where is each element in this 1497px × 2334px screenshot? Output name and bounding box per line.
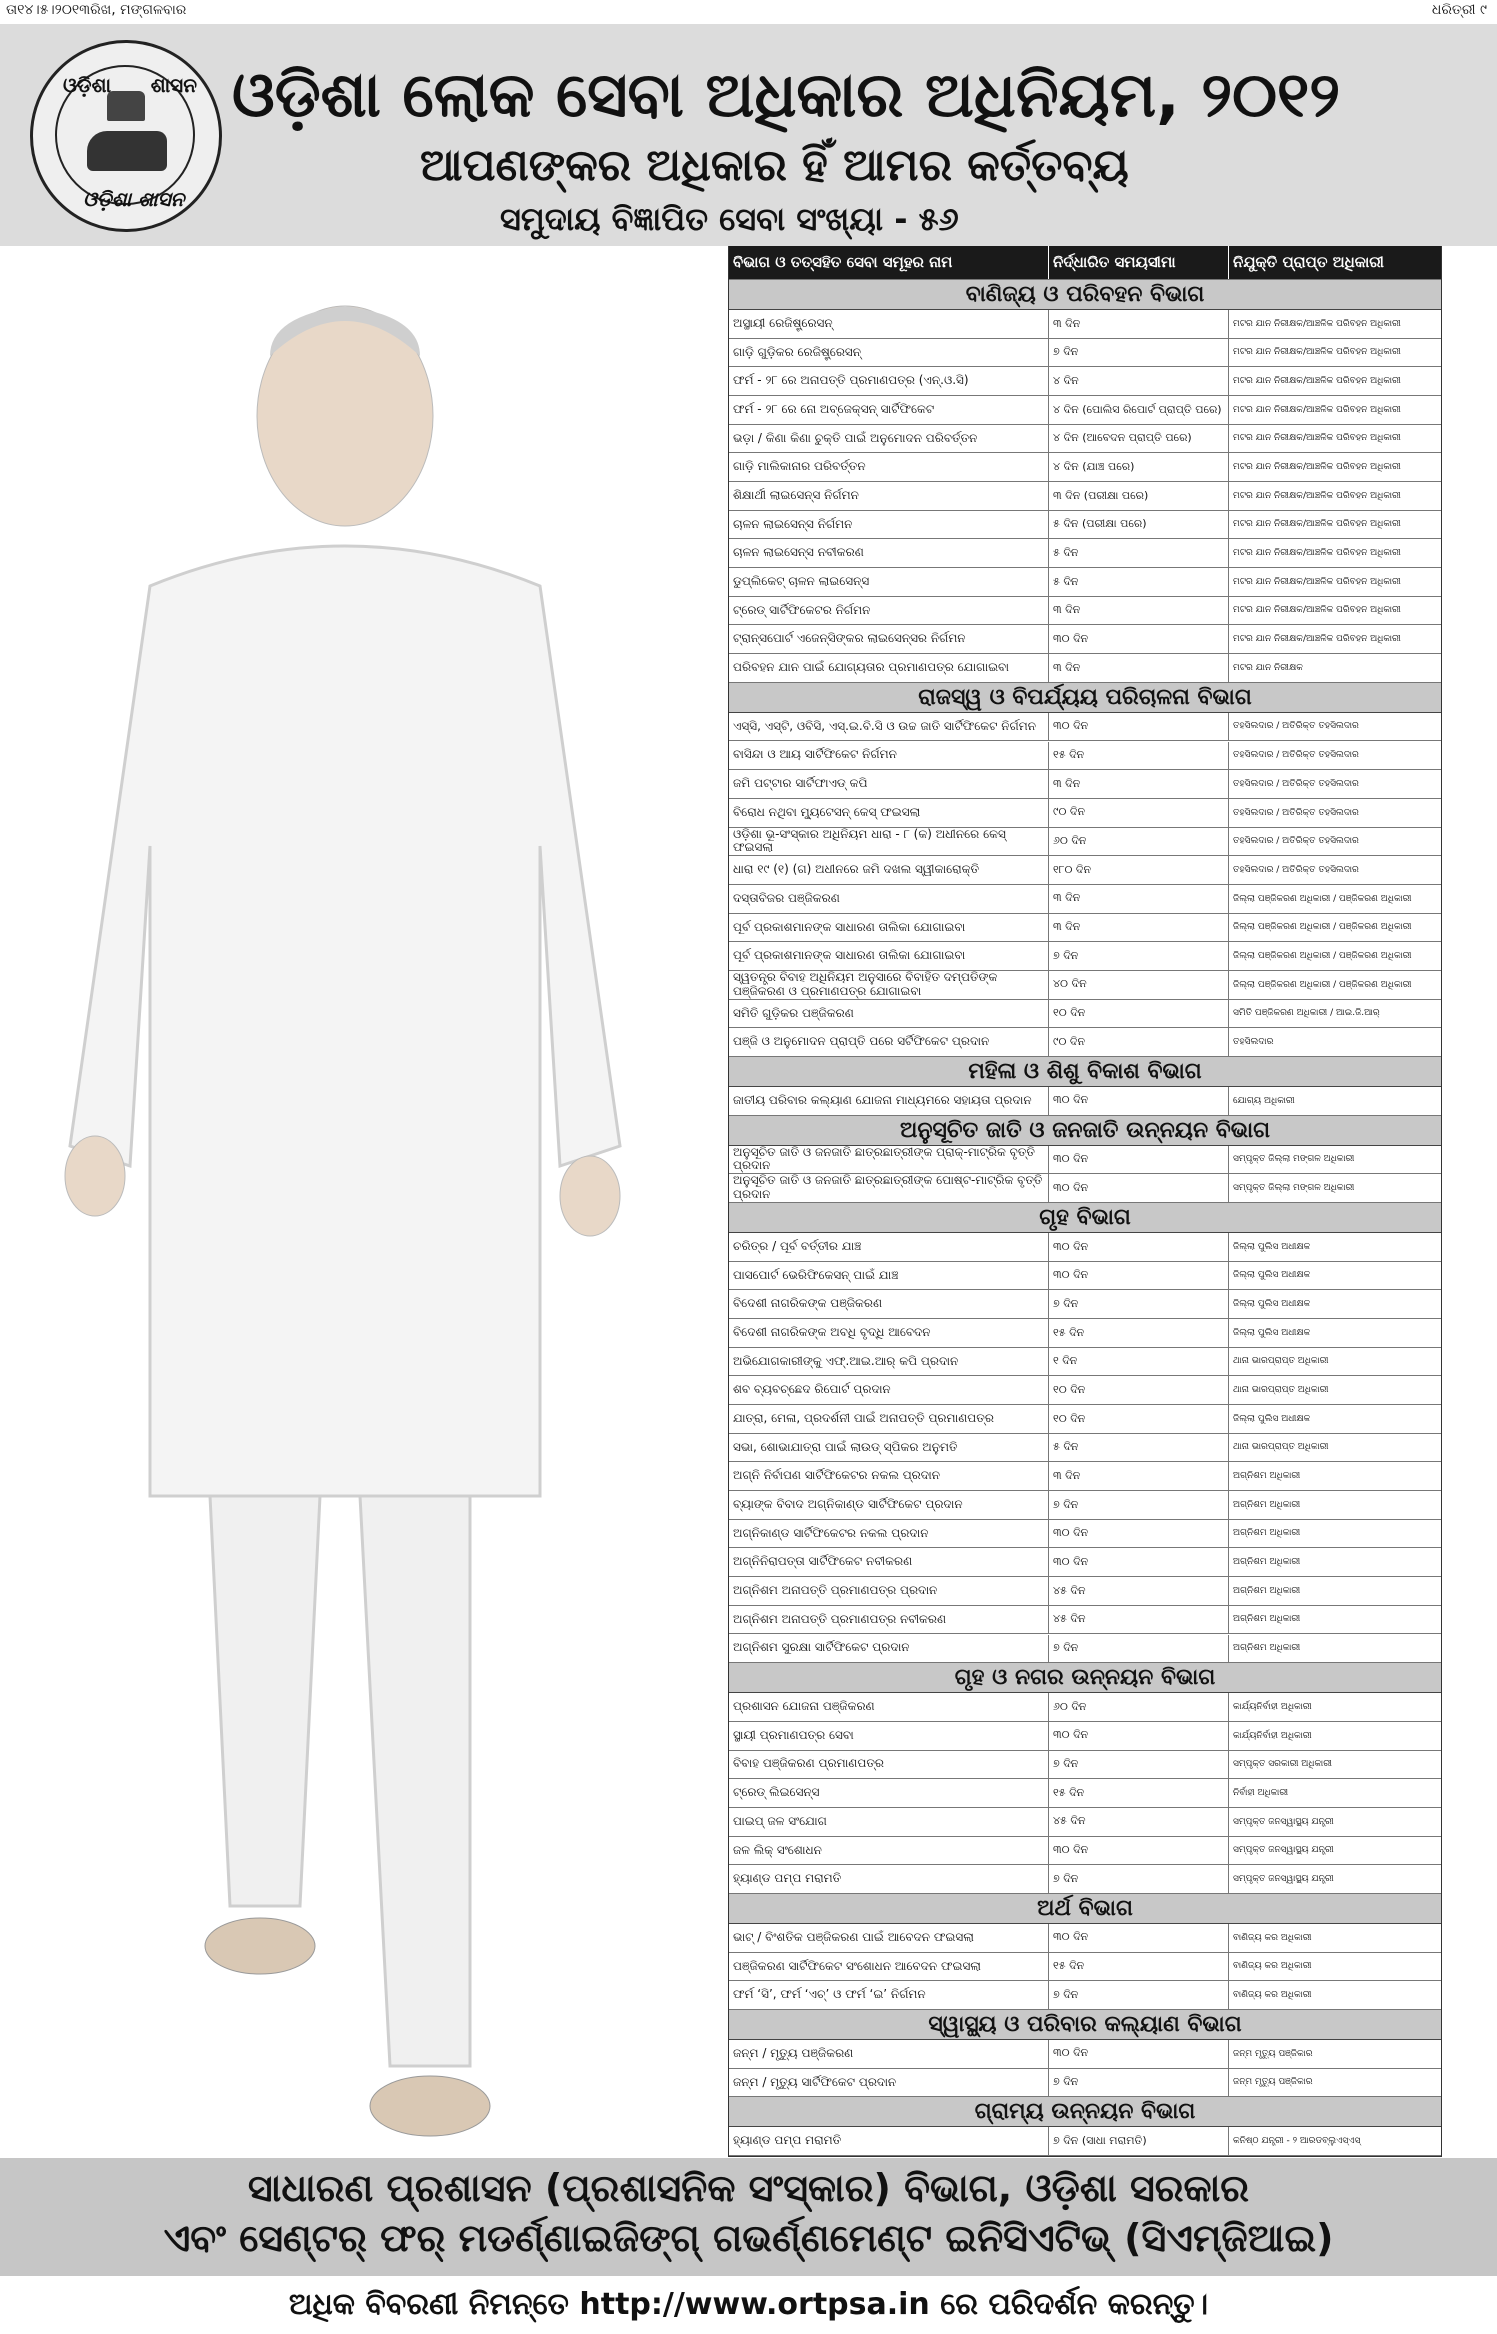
service-name: ବାସିନ୍ଦା ଓ ଆୟ ସାର୍ଟିଫିକେଟ ନିର୍ଗମନ (729, 742, 1049, 770)
service-name: ଟ୍ରାନ୍ସପୋର୍ଟ ଏଜେନ୍ସିଙ୍କର ଲାଇସେନ୍ସର ନିର୍ଗମନ (729, 625, 1049, 653)
designated-officer: ତହସିଲଦାର / ଅତିରିକ୍ତ ତହସିଲଦାର (1233, 721, 1359, 732)
table-row (729, 1837, 1441, 1866)
designated-officer: ଜିଲ୍ଲା ପଞ୍ଜିକରଣ ଅଧିକାରୀ / ପଞ୍ଜିକରଣ ଅଧିକାରୀ (1233, 979, 1412, 990)
designated-officer: ଅଗ୍ନିଶମ ଅଧିକାରୀ (1233, 1585, 1301, 1596)
department-heading: ସ୍ୱାସ୍ଥ୍ୟ ଓ ପରିବାର କଲ୍ୟାଣ ବିଭାଗ (729, 2010, 1441, 2040)
service-name: ଫର୍ମ - ୨୮ ରେ ନୋ ଅବ୍ଜେକ୍ସନ୍ ସାର୍ଟିଫିକେଟ (729, 396, 1049, 424)
table-row (729, 1751, 1441, 1780)
service-name: ଗାଡ଼ି ଗୁଡ଼ିକର ରେଜିଷ୍ଟ୍ରେସନ୍ (729, 339, 1049, 367)
time-limit: ୩ ଦିନ (1049, 770, 1229, 798)
time-limit: ୩ ଦିନ (1049, 914, 1229, 942)
time-limit: ୭ ଦିନ (ସାଧା ମରାମତି) (1049, 2127, 1229, 2155)
time-limit: ୩ ଦିନ (1049, 1462, 1229, 1490)
department-heading: ମହିଳା ଓ ଶିଶୁ ବିକାଶ ବିଭାଗ (729, 1057, 1441, 1087)
table-row (729, 1376, 1441, 1405)
time-limit: ୩ ଦିନ (1049, 885, 1229, 913)
page-title: ଓଡ଼ିଶା ଲୋକ ସେବା ଅଧିକାର ଅଧିନିୟମ, ୨୦୧୨ (232, 58, 1341, 131)
time-limit: ୩୦ ଦିନ (1049, 625, 1229, 653)
table-row (729, 568, 1441, 597)
designated-officer: କନିଷ୍ଠ ଯନ୍ତ୍ରୀ - ୨ ଆରଡବ୍ଲୁଏସ୍ଏସ୍ (1233, 2135, 1361, 2146)
time-limit: ୩୦ ଦିନ (1049, 1548, 1229, 1576)
footer-website-link[interactable]: ଅଧିକ ବିବରଣୀ ନିମନ୍ତେ http://www.ortpsa.in ରେ ପରିଦର୍ଶନ କରନ୍ତୁ। (0, 2276, 1497, 2334)
designated-officer: ଅଗ୍ନିଶମ ଅଧିକାରୀ (1233, 1528, 1301, 1539)
designated-officer: ଜନ୍ମ ମୃତ୍ୟୁ ପଞ୍ଜିକାର (1233, 2048, 1313, 2059)
table-row (729, 1693, 1441, 1722)
table-row (729, 425, 1441, 454)
newspaper-topline (0, 0, 1497, 22)
time-limit: ୧୫ ଦିନ (1049, 1953, 1229, 1981)
time-limit: ୭ ଦିନ (1049, 1635, 1229, 1663)
time-limit: ୫ ଦିନ (1049, 568, 1229, 596)
service-name: ସ୍ଥାୟୀ ପ୍ରମାଣପତ୍ର ସେବା (729, 1722, 1049, 1750)
department-heading: ଗୃହ ବିଭାଗ (729, 1203, 1441, 1233)
designated-officer: ତହସିଲଦାର / ଅତିରିକ୍ତ ତହସିଲଦାର (1233, 836, 1359, 847)
service-name: ଓଡ଼ିଶା ଭୂ-ସଂସ୍କାର ଅଧିନିୟମ ଧାରା - ୮ (କ) ଅଧୀନରେ କେସ୍ ଫଇସଲା (729, 828, 1049, 856)
designated-officer: ଯୋଗ୍ୟ ଅଧିକାରୀ (1233, 1095, 1295, 1106)
table-row (729, 1319, 1441, 1348)
service-name: ଅସ୍ଥାୟୀ ରେଜିଷ୍ଟ୍ରେସନ୍ (729, 310, 1049, 338)
service-name: ଜନ୍ମ / ମୃତ୍ୟୁ ପଞ୍ଜିକରଣ (729, 2040, 1049, 2068)
time-limit: ୭ ଦିନ (1049, 1751, 1229, 1779)
time-limit: ୩୦ ଦିନ (1049, 1087, 1229, 1115)
time-limit: ୩୦ ଦିନ (1049, 1233, 1229, 1261)
service-name: ଫର୍ମ ‘ସି’, ଫର୍ମ ‘ଏଚ୍’ ଓ ଫର୍ମ ‘ଇ’ ନିର୍ଗମନ (729, 1981, 1049, 2009)
department-heading: ଗ୍ରାମ୍ୟ ଉନ୍ନୟନ ବିଭାଗ (729, 2097, 1441, 2127)
table-row (729, 1808, 1441, 1837)
time-limit: ୪ ଦିନ (1049, 367, 1229, 395)
service-name: ଅଗ୍ନିନିରାପତ୍ତା ସାର୍ଟିଫିକେଟ ନବୀକରଣ (729, 1548, 1049, 1576)
service-name: ପଞ୍ଜିକରଣ ସାର୍ଟିଫିକେଟ ସଂଶୋଧନ ଆବେଦନ ଫଇସଲା (729, 1953, 1049, 1981)
service-name: ଜଳ ଲିକ୍ ସଂଶୋଧନ (729, 1837, 1049, 1865)
designated-officer: ଥାନା ଭାରପ୍ରାପ୍ତ ଅଧିକାରୀ (1233, 1385, 1329, 1396)
time-limit: ୩ ଦିନ (1049, 310, 1229, 338)
service-name: ଶବ ବ୍ୟବଚ୍ଛେଦ ରିପୋର୍ଟ ପ୍ରଦାନ (729, 1376, 1049, 1404)
designated-officer: ଜିଲ୍ଲା ପୁଲିସ ଅଧୀକ୍ଷକ (1233, 1241, 1311, 1252)
page-number: ଧରିତ୍ରୀ ୯ (1431, 2, 1487, 18)
service-name: ଜମି ପଟ୍ଟାର ସାର୍ଟିଫାଏଡ୍ କପି (729, 770, 1049, 798)
service-name: ଅଭିଯୋଗକାରୀଙ୍କୁ ଏଫ୍.ଆଇ.ଆର୍ କପି ପ୍ରଦାନ (729, 1348, 1049, 1376)
time-limit: ୭ ଦିନ (1049, 1981, 1229, 2009)
designated-officer: ମଟର ଯାନ ନିରୀକ୍ଷକ/ଆଞ୍ଚଳିକ ପରିବହନ ଅଧିକାରୀ (1233, 433, 1401, 444)
table-row (729, 1981, 1441, 2010)
chief-minister-photo (0, 246, 730, 2158)
service-name: ବିଦେଶୀ ନାଗରିକଙ୍କ ପଞ୍ଜିକରଣ (729, 1290, 1049, 1318)
department-heading: ବାଣିଜ୍ୟ ଓ ପରିବହନ ବିଭାଗ (729, 280, 1441, 310)
service-name: ଚରିତ୍ର / ପୂର୍ବ ବର୍ତ୍ତୀର ଯାଞ୍ଚ (729, 1233, 1049, 1261)
designated-officer: ଜିଲ୍ଲା ପଞ୍ଜିକରଣ ଅଧିକାରୀ / ପଞ୍ଜିକରଣ ଅଧିକାରୀ (1233, 950, 1412, 961)
time-limit: ୭ ଦିନ (1049, 942, 1229, 970)
time-limit: ୬୦ ଦିନ (1049, 828, 1229, 856)
designated-officer: ଜିଲ୍ଲା ପଞ୍ଜିକରଣ ଅଧିକାରୀ / ପଞ୍ଜିକରଣ ଅଧିକାରୀ (1233, 922, 1412, 933)
services-table (728, 246, 1442, 2157)
designated-officer: ଅଗ୍ନିଶମ ଅଧିକାରୀ (1233, 1499, 1301, 1510)
time-limit: ୪୫ ଦିନ (1049, 1577, 1229, 1605)
designated-officer: ତହସିଲଦାର / ଅତିରିକ୍ତ ତହସିଲଦାର (1233, 864, 1359, 875)
time-limit: ୭ ଦିନ (1049, 2069, 1229, 2097)
time-limit: ୯୦ ଦିନ (1049, 1028, 1229, 1056)
column-header: ବିଭାଗ ଓ ତତ୍ସହିତ ସେବା ସମୂହର ନାମ (729, 246, 1049, 279)
time-limit: ୩୦ ଦିନ (1049, 713, 1229, 741)
designated-officer: ବାଣିଜ୍ୟ କର ଅଧିକାରୀ (1233, 1989, 1312, 2000)
time-limit: ୩୦ ଦିନ (1049, 1146, 1229, 1174)
table-row (729, 828, 1441, 857)
time-limit: ୭ ଦିନ (1049, 339, 1229, 367)
time-limit: ୩୦ ଦିନ (1049, 1262, 1229, 1290)
department-heading: ଅନୁସୂଚିତ ଜାତି ଓ ଜନଜାତି ଉନ୍ନୟନ ବିଭାଗ (729, 1116, 1441, 1146)
service-name: ଭାଟ୍ / ବିଂଶତିକ ପଞ୍ଜିକରଣ ପାଇଁ ଆବେଦନ ଫଇସଲା (729, 1924, 1049, 1952)
table-row (729, 1290, 1441, 1319)
table-row (729, 1028, 1441, 1057)
time-limit: ୪ ଦିନ (ପୋଲିସ ରିପୋର୍ଟ ପ୍ରାପ୍ତି ପରେ) (1049, 396, 1229, 424)
service-name: ଶିକ୍ଷାର୍ଥୀ ଲାଇସେନ୍ସ ନିର୍ଗମନ (729, 482, 1049, 510)
time-limit: ୪୫ ଦିନ (1049, 1808, 1229, 1836)
header-banner (0, 24, 1497, 246)
designated-officer: ସମିତି ପଞ୍ଜିକରଣ ଅଧିକାରୀ / ଆଇ.ଜି.ଆର୍ (1233, 1008, 1380, 1019)
column-header: ନିଯୁକ୍ତି ପ୍ରାପ୍ତ ଅଧିକାରୀ (1233, 252, 1384, 271)
table-row (729, 1087, 1441, 1116)
time-limit: ୭ ଦିନ (1049, 1865, 1229, 1893)
service-name: ଚାଳନ ଲାଇସେନ୍ସ ନବୀକରଣ (729, 539, 1049, 567)
designated-officer: ବାଣିଜ୍ୟ କର ଅଧିକାରୀ (1233, 1932, 1312, 1943)
time-limit: ୩୦ ଦିନ (1049, 1174, 1229, 1202)
service-name: ସମିତି ଗୁଡ଼ିକର ପଞ୍ଜିକରଣ (729, 1000, 1049, 1028)
service-name: ବ୍ୟାଙ୍କ ବିବାଦ ଅଗ୍ନିକାଣ୍ଡ ସାର୍ଟିଫିକେଟ ପ୍ରଦାନ (729, 1491, 1049, 1519)
service-name: ଏସ୍ସି, ଏସ୍ଟି, ଓବିସି, ଏସ୍.ଇ.ବି.ସି ଓ ଉଚ୍ଚ ଜାତି ସାର୍ଟିଫିକେଟ ନିର୍ଗମନ (729, 713, 1049, 741)
table-row (729, 914, 1441, 943)
time-limit: ୫ ଦିନ (ପରୀକ୍ଷା ପରେ) (1049, 511, 1229, 539)
table-row (729, 742, 1441, 771)
service-name: ଡୁପ୍ଲିକେଟ୍ ଚାଳନ ଲାଇସେନ୍ସ (729, 568, 1049, 596)
page-subtitle: ଆପଣଙ୍କର ଅଧିକାର ହିଁ ଆମର କର୍ତ୍ତବ୍ୟ (420, 140, 1129, 191)
table-header (729, 246, 1441, 280)
designated-officer: ଜିଲ୍ଲା ପୁଲିସ ଅଧୀକ୍ଷକ (1233, 1327, 1311, 1338)
time-limit: ୩ ଦିନ (1049, 597, 1229, 625)
time-limit: ୭ ଦିନ (1049, 1491, 1229, 1519)
service-name: ଜନ୍ମ / ମୃତ୍ୟୁ ସାର୍ଟିଫିକେଟ ପ୍ରଦାନ (729, 2069, 1049, 2097)
table-row (729, 1405, 1441, 1434)
designated-officer: ସମ୍ପୃକ୍ତ ସରକାରୀ ଅଧିକାରୀ (1233, 1759, 1332, 1770)
designated-officer: ଜିଲ୍ଲା ପୁଲିସ ଅଧୀକ୍ଷକ (1233, 1413, 1311, 1424)
department-heading: ଗୃହ ଓ ନଗର ଉନ୍ନୟନ ବିଭାଗ (729, 1663, 1441, 1693)
service-name: ଜାତୀୟ ପରିବାର କଲ୍ୟାଣ ଯୋଜନା ମାଧ୍ୟମରେ ସହାୟତା ପ୍ରଦାନ (729, 1087, 1049, 1115)
service-name: ହ୍ୟାଣ୍ଡ ପମ୍ପ ମରାମତି (729, 1865, 1049, 1893)
time-limit: ୩୦ ଦିନ (1049, 2040, 1229, 2068)
designated-officer: ଅଗ୍ନିଶମ ଅଧିକାରୀ (1233, 1643, 1301, 1654)
service-name: ପୂର୍ବ ପ୍ରକାଶମାନଙ୍କ ସାଧାରଣ ତାଲିକା ଯୋଗାଇବା (729, 914, 1049, 942)
table-row (729, 1000, 1441, 1029)
service-name: ପଞ୍ଜି ଓ ଅନୁମୋଦନ ପ୍ରାପ୍ତି ପରେ ସର୍ଟିଫିକେଟ ପ୍ରଦାନ (729, 1028, 1049, 1056)
time-limit: ୧୫ ଦିନ (1049, 1779, 1229, 1807)
odisha-seal-icon: ଓଡ଼ିଶା ଶାସନ ଓଡ଼ିଶା ଶାସନ (30, 40, 222, 232)
designated-officer: ମଟର ଯାନ ନିରୀକ୍ଷକ/ଆଞ୍ଚଳିକ ପରିବହନ ଅଧିକାରୀ (1233, 462, 1401, 473)
table-row (729, 1577, 1441, 1606)
service-name: ଟ୍ରେଡ୍ ଲିଇସେନ୍ସ (729, 1779, 1049, 1807)
service-name: ବିଦେଶୀ ନାଗରିକଙ୍କ ଅବଧି ବୃଦ୍ଧି ଆବେଦନ (729, 1319, 1049, 1347)
table-row (729, 942, 1441, 971)
designated-officer: ମଟର ଯାନ ନିରୀକ୍ଷକ/ଆଞ୍ଚଳିକ ପରିବହନ ଅଧିକାରୀ (1233, 347, 1401, 358)
table-row (729, 482, 1441, 511)
service-name: ଅଗ୍ନି ନିର୍ବାପଣ ସାର୍ଟିଫିକେଟର ନକଲ ପ୍ରଦାନ (729, 1462, 1049, 1490)
table-row (729, 310, 1441, 339)
designated-officer: କାର୍ଯ୍ୟନିର୍ବାହୀ ଅଧିକାରୀ (1233, 1730, 1312, 1741)
table-row (729, 339, 1441, 368)
table-row (729, 396, 1441, 425)
service-name: ଯାତ୍ରା, ମେଳା, ପ୍ରଦର୍ଶନୀ ପାଇଁ ଅନାପତ୍ତି ପ୍ରମାଣପତ୍ର (729, 1405, 1049, 1433)
service-name: ଅଗ୍ନିଶମ ଅନାପତ୍ତି ପ୍ରମାଣପତ୍ର ନବୀକରଣ (729, 1606, 1049, 1634)
table-row (729, 1635, 1441, 1664)
service-name: ପୂର୍ବ ପ୍ରକାଶମାନଙ୍କ ସାଧାରଣ ତାଲିକା ଯୋଗାଇବା (729, 942, 1049, 970)
designated-officer: ତହସିଲଦାର / ଅତିରିକ୍ତ ତହସିଲଦାର (1233, 778, 1359, 789)
service-name: ଗାଡ଼ି ମାଲିକାନାର ପରିବର୍ତ୍ତନ (729, 453, 1049, 481)
designated-officer: ସମ୍ପୃକ୍ତ ଜିଲ୍ଲା ମଙ୍ଗଳ ଅଧିକାରୀ (1233, 1182, 1355, 1193)
table-row (729, 654, 1441, 683)
service-name: ପରିବହନ ଯାନ ପାଇଁ ଯୋଗ୍ୟତାର ପ୍ରମାଣପତ୍ର ଯୋଗାଇବା (729, 654, 1049, 682)
designated-officer: ଥାନା ଭାରପ୍ରାପ୍ତ ଅଧିକାରୀ (1233, 1442, 1329, 1453)
service-name: ଅନୁସୂଚିତ ଜାତି ଓ ଜନଜାତି ଛାତ୍ରଛାତ୍ରୀଙ୍କ ପ୍ରାକ୍-ମାଟ୍ରିକ ବୃତ୍ତି ପ୍ରଦାନ (729, 1146, 1049, 1174)
table-row (729, 1865, 1441, 1894)
table-row (729, 1520, 1441, 1549)
table-row (729, 453, 1441, 482)
table-row (729, 856, 1441, 885)
service-name: ଅଗ୍ନିଶମ ସୁରକ୍ଷା ସାର୍ଟିଫିକେଟ ପ୍ରଦାନ (729, 1635, 1049, 1663)
table-row (729, 2040, 1441, 2069)
time-limit: ୩୦ ଦିନ (1049, 1837, 1229, 1865)
time-limit: ୪୦ ଦିନ (1049, 971, 1229, 999)
table-row (729, 2069, 1441, 2098)
time-limit: ୩୦ ଦିନ (1049, 1722, 1229, 1750)
table-row (729, 885, 1441, 914)
time-limit: ୧୮୦ ଦିନ (1049, 856, 1229, 884)
table-row (729, 1146, 1441, 1175)
table-row (729, 367, 1441, 396)
service-name: ଅନୁସୂଚିତ ଜାତି ଓ ଜନଜାତି ଛାତ୍ରଛାତ୍ରୀଙ୍କ ପୋଷ୍ଟ-ମାଟ୍ରିକ ବୃତ୍ତି ପ୍ରଦାନ (729, 1174, 1049, 1202)
designated-officer: ମଟର ଯାନ ନିରୀକ୍ଷକ/ଆଞ୍ଚଳିକ ପରିବହନ ଅଧିକାରୀ (1233, 634, 1401, 645)
designated-officer: ନିର୍ବାହୀ ଅଧିକାରୀ (1233, 1787, 1289, 1798)
table-row (729, 511, 1441, 540)
designated-officer: ମଟର ଯାନ ନିରୀକ୍ଷକ/ଆଞ୍ଚଳିକ ପରିବହନ ଅଧିକାରୀ (1233, 404, 1401, 415)
service-name: ପ୍ରଶାସନ ଯୋଜନା ପଞ୍ଜିକରଣ (729, 1693, 1049, 1721)
table-row (729, 1548, 1441, 1577)
table-row (729, 1779, 1441, 1808)
table-row (729, 1606, 1441, 1635)
designated-officer: ମଟର ଯାନ ନିରୀକ୍ଷକ/ଆଞ୍ଚଳିକ ପରିବହନ ଅଧିକାରୀ (1233, 376, 1401, 386)
time-limit: ୩୦ ଦିନ (1049, 1924, 1229, 1952)
table-row (729, 971, 1441, 1000)
time-limit: ୧୦ ଦିନ (1049, 1405, 1229, 1433)
time-limit: ୩ ଦିନ (ପରୀକ୍ଷା ପରେ) (1049, 482, 1229, 510)
column-header: ନିର୍ଦ୍ଧାରିତ ସମୟସୀମା (1049, 246, 1229, 279)
department-heading: ରାଜସ୍ୱ ଓ ବିପର୍ଯ୍ୟୟ ପରିଚାଳନା ବିଭାଗ (729, 683, 1441, 713)
designated-officer: ମଟର ଯାନ ନିରୀକ୍ଷକ (1233, 662, 1303, 673)
time-limit: ୧୫ ଦିନ (1049, 742, 1229, 770)
time-limit: ୩ ଦିନ (1049, 654, 1229, 682)
time-limit: ୬୦ ଦିନ (1049, 1693, 1229, 1721)
service-name: ଅଗ୍ନିକାଣ୍ଡ ସାର୍ଟିଫିକେଟର ନକଲ ପ୍ରଦାନ (729, 1520, 1049, 1548)
time-limit: ୭ ଦିନ (1049, 1290, 1229, 1318)
service-name: ସଭା, ଶୋଭାଯାତ୍ରା ପାଇଁ ଲାଉଡ୍ ସ୍ପିକର ଅନୁମତି (729, 1434, 1049, 1462)
designated-officer: ଅଗ୍ନିଶମ ଅଧିକାରୀ (1233, 1614, 1301, 1625)
designated-officer: ସମ୍ପୃକ୍ତ ଜନସ୍ୱାସ୍ଥ୍ୟ ଯନ୍ତ୍ରୀ (1233, 1845, 1334, 1856)
time-limit: ୩୦ ଦିନ (1049, 1520, 1229, 1548)
designated-officer: ଅଗ୍ନିଶମ ଅଧିକାରୀ (1233, 1557, 1301, 1568)
service-name: ଧାରା ୧୯ (୧) (ଗ) ଅଧୀନରେ ଜମି ଦଖଲ ସ୍ୱୀକାରୋକ୍ତି (729, 856, 1049, 884)
designated-officer: ସମ୍ପୃକ୍ତ ଜିଲ୍ଲା ମଙ୍ଗଳ ଅଧିକାରୀ (1233, 1154, 1355, 1165)
service-name: ପାଇପ୍ ଜଳ ସଂଯୋଗ (729, 1808, 1049, 1836)
footer-department: ସାଧାରଣ ପ୍ରଶାସନ (ପ୍ରଶାସନିକ ସଂସ୍କାର) ବିଭାଗ, ଓଡ଼ିଶା ସରକାର (247, 2166, 1250, 2210)
designated-officer: ତହସିଲଦାର / ଅତିରିକ୍ତ ତହସିଲଦାର (1233, 807, 1359, 818)
time-limit: ୧୦ ଦିନ (1049, 1376, 1229, 1404)
service-count: ସମୁଦାୟ ବିଜ୍ଞାପିତ ସେବା ସଂଖ୍ୟା - ୫୬ (500, 200, 959, 238)
designated-officer: ଥାନା ଭାରପ୍ରାପ୍ତ ଅଧିକାରୀ (1233, 1356, 1329, 1367)
table-row (729, 597, 1441, 626)
time-limit: ୪ ଦିନ (ଆବେଦନ ପ୍ରାପ୍ତି ପରେ) (1049, 425, 1229, 453)
designated-officer: ମଟର ଯାନ ନିରୀକ୍ଷକ/ଆଞ୍ଚଳିକ ପରିବହନ ଅଧିକାରୀ (1233, 318, 1401, 329)
service-name: ଚାଳନ ଲାଇସେନ୍ସ ନିର୍ଗମନ (729, 511, 1049, 539)
footer-banner (0, 2158, 1497, 2334)
designated-officer: ସମ୍ପୃକ୍ତ ଜନସ୍ୱାସ୍ଥ୍ୟ ଯନ୍ତ୍ରୀ (1233, 1816, 1334, 1827)
time-limit: ୧୫ ଦିନ (1049, 1319, 1229, 1347)
table-row (729, 713, 1441, 742)
designated-officer: ସମ୍ପୃକ୍ତ ଜନସ୍ୱାସ୍ଥ୍ୟ ଯନ୍ତ୍ରୀ (1233, 1873, 1334, 1884)
table-row (729, 1434, 1441, 1463)
designated-officer: ବାଣିଜ୍ୟ କର ଅଧିକାରୀ (1233, 1961, 1312, 1972)
table-row (729, 1924, 1441, 1953)
table-row (729, 1233, 1441, 1262)
service-name: ଫର୍ମ - ୨୮ ରେ ଅନାପତ୍ତି ପ୍ରମାଣପତ୍ର (ଏନ୍.ଓ.ସି) (729, 367, 1049, 395)
designated-officer: ମଟର ଯାନ ନିରୀକ୍ଷକ/ଆଞ୍ଚଳିକ ପରିବହନ ଅଧିକାରୀ (1233, 490, 1401, 501)
service-name: ବିବାହ ପଞ୍ଜିକରଣ ପ୍ରମାଣପତ୍ର (729, 1751, 1049, 1779)
designated-officer: ମଟର ଯାନ ନିରୀକ୍ଷକ/ଆଞ୍ଚଳିକ ପରିବହନ ଅଧିକାରୀ (1233, 548, 1401, 559)
service-name: ଟ୍ରେଡ୍ ସାର୍ଟିଫିକେଟର ନିର୍ଗମନ (729, 597, 1049, 625)
service-name: ଅଗ୍ନିଶମ ଅନାପତ୍ତି ପ୍ରମାଣପତ୍ର ପ୍ରଦାନ (729, 1577, 1049, 1605)
designated-officer: ଜିଲ୍ଲା ପୁଲିସ ଅଧୀକ୍ଷକ (1233, 1270, 1311, 1281)
designated-officer: ତହସିଲଦାର (1233, 1036, 1274, 1047)
service-name: ଦସ୍ତାବିଜର ପଞ୍ଜିକରଣ (729, 885, 1049, 913)
service-name: ସ୍ୱତନ୍ତ୍ର ବିବାହ ଅଧିନିୟମ ଅନୁସାରେ ବିବାହିତ ଦମ୍ପତିଙ୍କ ପଞ୍ଜିକରଣ ଓ ପ୍ରମାଣପତ୍ର ଯୋଗାଇବା (729, 971, 1049, 999)
table-row (729, 1174, 1441, 1203)
issue-date: ତା୧୪।୫।୨୦୧୩ରିଖ, ମଙ୍ଗଳବାର (6, 2, 187, 18)
table-row (729, 625, 1441, 654)
designated-officer: ମଟର ଯାନ ନିରୀକ୍ଷକ/ଆଞ୍ଚଳିକ ପରିବହନ ଅଧିକାରୀ (1233, 519, 1401, 530)
table-row (729, 1722, 1441, 1751)
table-row (729, 1953, 1441, 1982)
designated-officer: ମଟର ଯାନ ନିରୀକ୍ଷକ/ଆଞ୍ଚଳିକ ପରିବହନ ଅଧିକାରୀ (1233, 605, 1401, 616)
designated-officer: ଜିଲ୍ଲା ପୁଲିସ ଅଧୀକ୍ଷକ (1233, 1299, 1311, 1309)
designated-officer: ଜିଲ୍ଲା ପଞ୍ଜିକରଣ ଅଧିକାରୀ / ପଞ୍ଜିକରଣ ଅଧିକାରୀ (1233, 893, 1412, 904)
time-limit: ୧ ଦିନ (1049, 1348, 1229, 1376)
table-row (729, 1262, 1441, 1291)
time-limit: ୪ ଦିନ (ଯାଞ୍ଚ ପରେ) (1049, 453, 1229, 481)
department-heading: ଅର୍ଥ ବିଭାଗ (729, 1894, 1441, 1924)
footer-partner: ଏବଂ ସେଣ୍ଟର୍ ଫର୍ ମଡର୍ଣ୍ଣାଇଜିଙ୍ଗ୍ ଗଭର୍ଣ୍ଣମେଣ୍ଟ ଇନିସିଏଟିଭ୍ (ସିଏମ୍‌ଜିଆଇ) (163, 2216, 1334, 2260)
table-row (729, 539, 1441, 568)
table-row (729, 2127, 1441, 2156)
time-limit: ୪୫ ଦିନ (1049, 1606, 1229, 1634)
time-limit: ୫ ଦିନ (1049, 1434, 1229, 1462)
table-row (729, 1462, 1441, 1491)
service-name: ବିରୋଧ ନଥିବା ମ୍ୟୁଟେସନ୍ କେସ୍ ଫଇସଲା (729, 799, 1049, 827)
table-row (729, 1348, 1441, 1377)
table-row (729, 1491, 1441, 1520)
designated-officer: ଅଗ୍ନିଶମ ଅଧିକାରୀ (1233, 1471, 1301, 1482)
service-name: ପାସପୋର୍ଟ ଭେରିଫିକେସନ୍ ପାଇଁ ଯାଞ୍ଚ (729, 1262, 1049, 1290)
table-row (729, 770, 1441, 799)
service-name: ହ୍ୟାଣ୍ଡ ପମ୍ପ ମରାମତି (729, 2127, 1049, 2155)
time-limit: ୧୦ ଦିନ (1049, 1000, 1229, 1028)
designated-officer: କାର୍ଯ୍ୟନିର୍ବାହୀ ଅଧିକାରୀ (1233, 1701, 1312, 1712)
table-row (729, 799, 1441, 828)
designated-officer: ମଟର ଯାନ ନିରୀକ୍ଷକ/ଆଞ୍ଚଳିକ ପରିବହନ ଅଧିକାରୀ (1233, 576, 1401, 587)
service-name: ଭଡ଼ା / କିଣା କିଣା ଚୁକ୍ତି ପାଇଁ ଅନୁମୋଦନ ପରିବର୍ତ୍ତନ (729, 425, 1049, 453)
time-limit: ୯୦ ଦିନ (1049, 799, 1229, 827)
time-limit: ୫ ଦିନ (1049, 539, 1229, 567)
designated-officer: ତହସିଲଦାର / ଅତିରିକ୍ତ ତହସିଲଦାର (1233, 750, 1359, 761)
designated-officer: ଜନ୍ମ ମୃତ୍ୟୁ ପଞ୍ଜିକାର (1233, 2077, 1313, 2088)
